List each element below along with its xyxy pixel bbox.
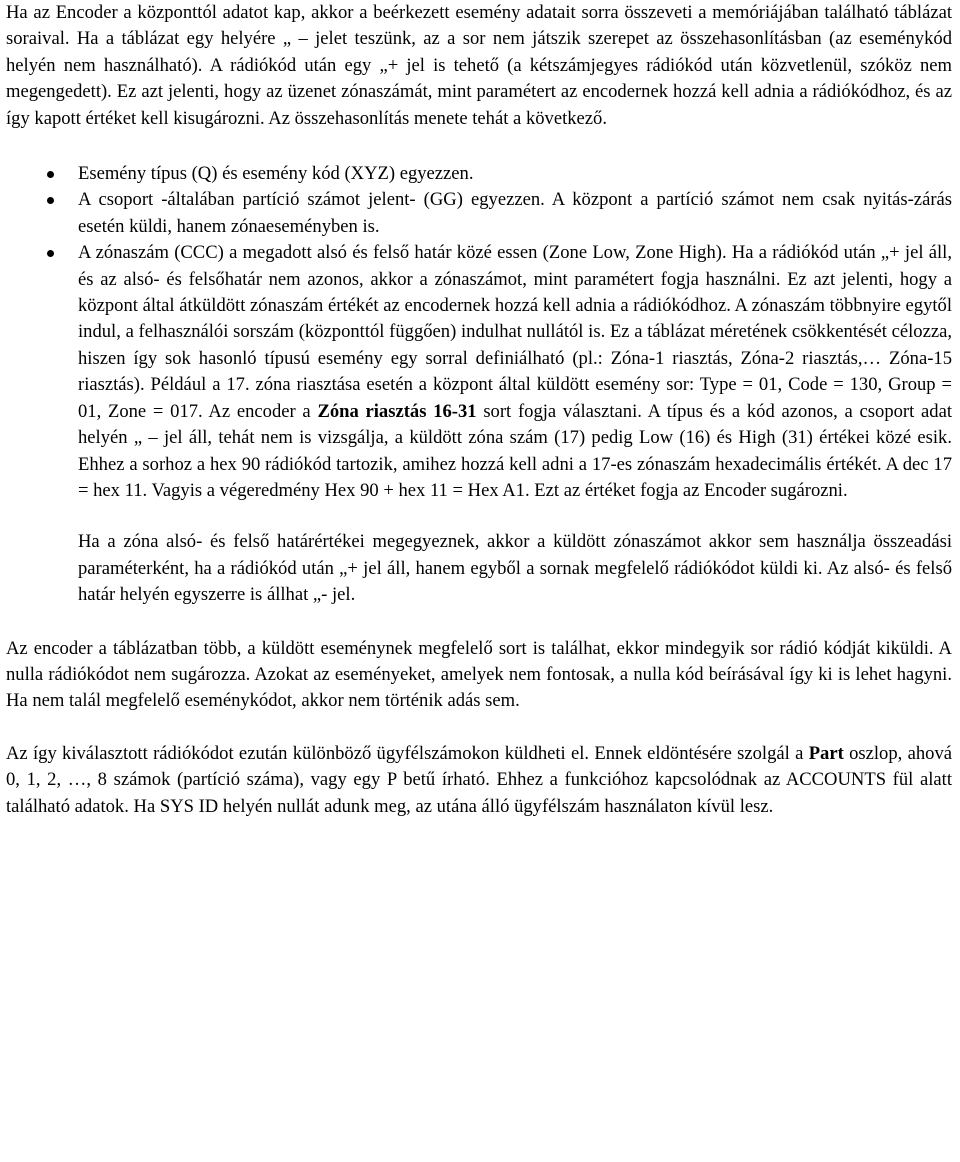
list-item-text: A csoport -általában partíció számot jelent- (GG) egyezzen. A központ a partíció számot nem csak nyitás-zárás esetén küldi, hanem zónaeseményben is. — [78, 189, 952, 237]
paragraph-text: Az így kiválasztott rádiókódot ezután különböző ügyfélszámokon küldheti el. Ennek eldöntésére szolgál a — [6, 742, 809, 764]
paragraph-text-continued: oszlop, ahová 0, 1, 2, …, 8 számok (partíció száma), vagy egy P betű írható. Ehhez a funkcióhoz kapcsolódnak az ACCOUNTS fül alatt található adatok. Ha SYS ID helyén nullát adunk meg, az utána álló ügyfélszám használaton kívül lesz. — [6, 742, 952, 817]
paragraph-multiple-rows: Az encoder a táblázatban több, a küldött eseménynek megfelelő sort is találhat, ekkor mindegyik sor rádió kódját kiküldi. A nulla rádiókódot nem sugározza. Azokat az eseményeket, amelyek nem fontosak, a nulla kód beírásával így ki is lehet hagyni. Ha nem talál megfelelő eseménykódot, akkor nem történik adás sem. — [6, 637, 952, 712]
bullet-icon — [47, 250, 54, 257]
comparison-rules-list — [6, 161, 952, 504]
intro-paragraph: Ha az Encoder a központtól adatot kap, akkor a beérkezett esemény adatait sorra összeveti a memóriájában található táblázat soraival. Ha a táblázat egy helyére „ – jelet teszünk, az a sor nem játszik szerepet az összehasonlításban (az eseménykód helyén nem használható). A rádiókód után egy „+ jel is tehető (a kétszámjegyes rádiókód után közvetlenül, szóköz nem megengedett). Ez azt jelenti, hogy az üzenet zónaszámát, mint paramétert az encodernek hozzá kell adnia a rádiókódhoz, és az így kapott értéket kell kisugározni. Az összehasonlítás menete tehát a következő. — [6, 2, 952, 129]
bold-row-name: Zóna riasztás 16-31 — [317, 400, 477, 422]
list-item-text: Esemény típus (Q) és esemény kód (XYZ) egyezzen. — [78, 163, 474, 185]
list-item-text-continued: sort fogja választani. A típus és a kód azonos, a csoport adat helyén „ – jel áll, tehát nem is vizsgálja, a küldött zóna szám (17) pedig Low (16) és High (31) értékei közé esik. Ehhez a sorhoz a hex 90 rádiókód tartozik, amihez hozzá kell adni a 17-es zónaszám hexadecimális értékét. A dec 17 = hex 11. Vagyis a végeredmény Hex 90 + hex 11 = Hex A1. Ezt az értéket fogja az Encoder sugározni. — [78, 400, 952, 501]
list-item — [78, 240, 952, 504]
bullet-icon — [47, 171, 54, 178]
list-item — [78, 161, 952, 187]
bullet-icon — [47, 197, 54, 204]
list-item-text: A zónaszám (CCC) a megadott alsó és felső határ közé essen (Zone Low, Zone High). Ha a rádiókód után „+ jel áll, és az alsó- és felsőhatár nem azonos, akkor a zónaszámot, mint paramétert fogja használni. Ez azt jelenti, hogy a központ által átküldött zónaszám értékét az encodernek hozzá kell adnia a rádiókódhoz. A zónaszám többnyire egytől indul, a felhasználói sorszám (központtól függően) indulhat nullától is. Ez a táblázat méretének csökkentését célozza, hiszen így sok hasonló típusú esemény egy sorral definiálható (pl.: Zóna-1 riasztás, Zóna-2 riasztás,… Zóna-15 riasztás). Például a 17. zóna riasztása esetén a központ által küldött esemény sor: Type = 01, Code = 130, Group = 01, Zone = 017. Az encoder a — [78, 242, 952, 422]
indented-paragraph: Ha a zóna alsó- és felső határértékei megegyeznek, akkor a küldött zónaszámot akkor sem használja összeadási paraméterként, ha a rádiókód után „+ jel áll, hanem egyből a sornak megfelelő rádiókódot küldi ki. Az alsó- és felső határ helyén egyszerre is állhat „- jel. — [78, 531, 952, 606]
paragraph-accounts — [6, 741, 952, 820]
bold-part-column: Part — [808, 742, 844, 764]
list-item — [78, 187, 952, 240]
